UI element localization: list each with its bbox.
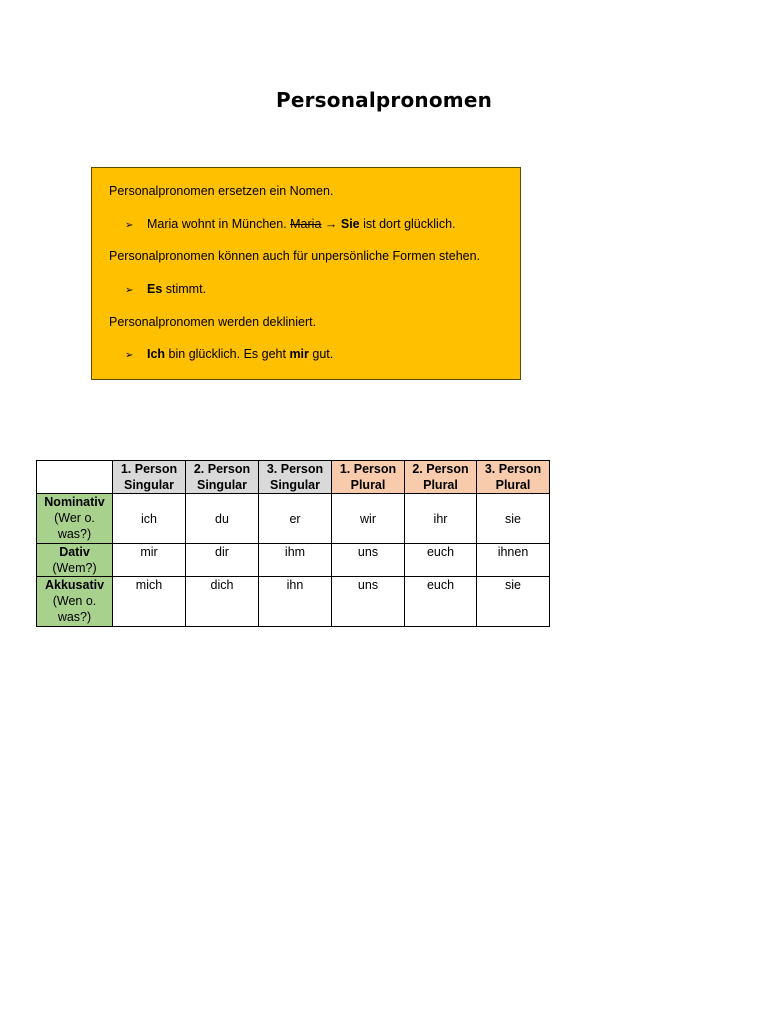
table-cell: sie [477, 577, 550, 627]
column-header: 1. Person Singular [113, 461, 186, 494]
table-cell: euch [405, 577, 477, 627]
example-3-bold-2: mir [289, 347, 309, 361]
table-cell: mir [113, 544, 186, 577]
table-row [37, 577, 550, 627]
table-header-row [37, 461, 550, 494]
table-cell: er [259, 494, 332, 544]
table-cell: ihr [405, 494, 477, 544]
table-cell: ihn [259, 577, 332, 627]
arrow-bullet-icon: ➢ [125, 285, 134, 296]
example-2 [125, 282, 206, 296]
column-header: 2. Person Plural [405, 461, 477, 494]
table-cell: ihnen [477, 544, 550, 577]
column-header: 1. Person Plural [332, 461, 405, 494]
table-cell: du [186, 494, 259, 544]
table-cell: ich [113, 494, 186, 544]
rule-text-1: Personalpronomen ersetzen ein Nomen. [109, 184, 334, 198]
table-corner-cell [37, 461, 113, 494]
example-1-arrow: → [321, 217, 341, 231]
rule-text-2: Personalpronomen können auch für unpersönliche Formen stehen. [109, 249, 481, 263]
page-title: Personalpronomen [275, 88, 493, 112]
table-cell: ihm [259, 544, 332, 577]
arrow-bullet-icon: ➢ [125, 220, 134, 231]
table-cell: wir [332, 494, 405, 544]
table-cell: dir [186, 544, 259, 577]
example-1 [125, 217, 456, 231]
case-header-dativ: Dativ (Wem?) [37, 544, 113, 577]
case-header-nominativ: Nominativ (Wer o. was?) [37, 494, 113, 544]
case-header-akkusativ: Akkusativ (Wen o. was?) [37, 577, 113, 627]
table-row [37, 544, 550, 577]
example-1-struck: Maria [290, 217, 322, 231]
pronoun-table [36, 460, 550, 627]
rule-text-3: Personalpronomen werden dekliniert. [109, 315, 317, 329]
example-3 [125, 347, 333, 361]
example-3-post: gut. [308, 347, 334, 361]
table-cell: uns [332, 544, 405, 577]
example-1-post: ist dort glücklich. [359, 217, 456, 231]
example-2-post: stimmt. [162, 282, 207, 296]
table-cell: sie [477, 494, 550, 544]
column-header: 3. Person Singular [259, 461, 332, 494]
example-1-bold: Sie [340, 217, 360, 231]
example-3-bold-1: Ich [147, 347, 166, 361]
column-header: 3. Person Plural [477, 461, 550, 494]
table-row [37, 494, 550, 544]
table-cell: dich [186, 577, 259, 627]
table-cell: euch [405, 544, 477, 577]
example-3-mid: bin glücklich. Es geht [165, 347, 290, 361]
column-header: 2. Person Singular [186, 461, 259, 494]
example-2-bold: Es [147, 282, 163, 296]
table-cell: uns [332, 577, 405, 627]
info-box [91, 167, 521, 380]
arrow-bullet-icon: ➢ [125, 350, 134, 361]
table-cell: mich [113, 577, 186, 627]
example-1-pre: Maria wohnt in München. [147, 217, 291, 231]
